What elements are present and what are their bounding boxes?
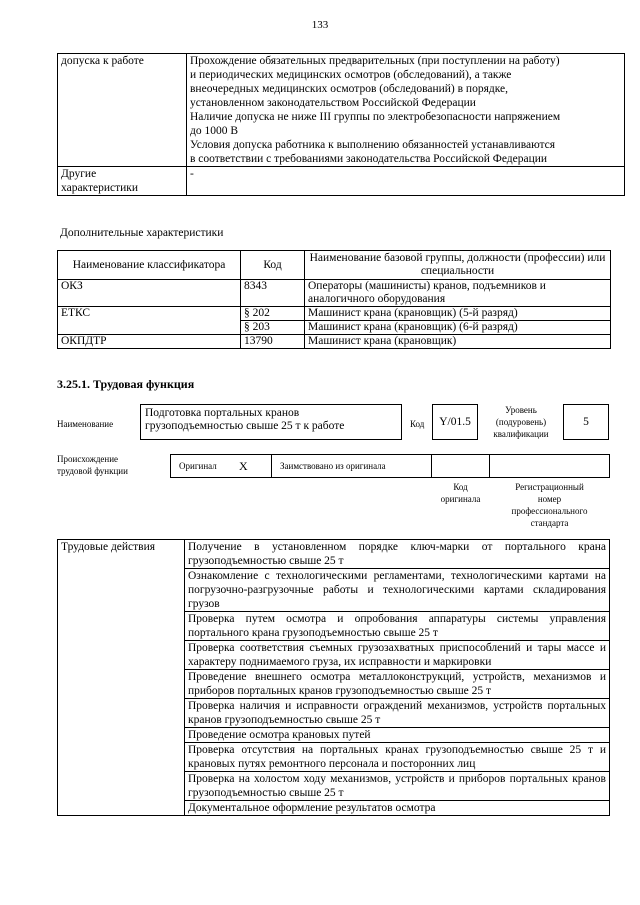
level-label-line: Уровень <box>505 405 537 415</box>
section-title: Дополнительные характеристики <box>60 227 224 239</box>
origin-label-line: трудовой функции <box>57 466 128 476</box>
label-line: характеристики <box>61 182 139 194</box>
cell-name: Машинист крана (крановщик) (5-й разряд) <box>305 307 611 321</box>
cell-classifier: ОКЗ <box>58 280 241 307</box>
cell-classifier: ЕТКС <box>58 307 241 335</box>
original-code-label <box>431 481 490 505</box>
cell-code: § 202 <box>241 307 305 321</box>
admission-conditions <box>187 54 625 167</box>
label-line: Код <box>453 482 468 492</box>
condition-line: установленном законодательством Российской Федерации <box>190 97 476 109</box>
function-name-box <box>140 404 402 440</box>
labor-actions-table <box>57 539 610 816</box>
level-label-line: (подуровень) <box>495 417 547 427</box>
labor-action: Проверка соответствия съемных грузозахватных приспособлений и тары массе и характеру поднимаемого груза, их исправности и маркировки <box>185 641 610 670</box>
labor-action: Проверка отсутствия на портальных кранах грузоподъемностью свыше 25 т и крановых путях ремонтного персонала и посторонних лиц <box>185 743 610 772</box>
function-name-line: Подготовка портальных кранов <box>145 407 300 419</box>
origin-label-line: Происхождение <box>57 454 119 464</box>
table-header-row <box>58 251 611 280</box>
labor-action: Проверка путем осмотра и опробования аппаратуры системы управления портального крана грузоподъемностью свыше 25 т <box>185 612 610 641</box>
original-code-box <box>431 454 490 478</box>
level-label <box>482 404 560 440</box>
cell-name: Машинист крана (крановщик) (6-й разряд) <box>305 321 611 335</box>
code-value: Y/01.5 <box>432 404 478 440</box>
condition-line: до 1000 В <box>190 125 239 137</box>
header-classifier: Наименование классификатора <box>58 251 241 280</box>
classifier-table <box>57 250 611 349</box>
original-box <box>170 454 272 478</box>
function-name-line: грузоподъемностью свыше 25 т к работе <box>145 420 345 432</box>
cell-name: Операторы (машинисты) кранов, подъемников и аналогичного оборудования <box>305 280 611 307</box>
labor-actions-label: Трудовые действия <box>58 540 185 816</box>
labor-action: Ознакомление с технологическими регламентами, технологическими картами на погрузочно-разгрузочные работы и технологическими картами складирования грузов <box>185 569 610 612</box>
label-line: Регистрационный <box>515 482 584 492</box>
cell-code: § 203 <box>241 321 305 335</box>
label-line: Другие <box>61 168 97 180</box>
header-group: Наименование базовой группы, должности (профессии) или специальности <box>305 251 611 280</box>
level-label-line: квалификации <box>493 429 549 439</box>
cell-code: 8343 <box>241 280 305 307</box>
condition-line: внеочередных медицинских осмотров (обследований) в порядке, <box>190 83 509 95</box>
condition-line: Наличие допуска не ниже III группы по электробезопасности напряжением <box>190 111 561 123</box>
registration-number-label <box>489 481 610 529</box>
table-row <box>58 307 611 321</box>
cell-classifier: ОКПДТР <box>58 335 241 349</box>
labor-action: Документальное оформление результатов осмотра <box>185 801 610 816</box>
borrowed-label: Заимствовано из оригинала <box>280 461 386 471</box>
cell-name: Машинист крана (крановщик) <box>305 335 611 349</box>
borrowed-box <box>271 454 432 478</box>
condition-line: и периодических медицинских осмотров (обследований), а также <box>190 69 512 81</box>
cell-code: 13790 <box>241 335 305 349</box>
table-row <box>58 540 610 569</box>
labor-action: Проверка наличия и исправности ограждений механизмов, устройств портальных кранов грузоподъемностью свыше 25 т <box>185 699 610 728</box>
original-mark: X <box>239 459 248 473</box>
header-code: Код <box>241 251 305 280</box>
page-number: 133 <box>311 19 329 31</box>
table-row <box>58 167 625 196</box>
original-label: Оригинал <box>179 461 217 471</box>
label-line: номер <box>537 494 562 504</box>
label-line: стандарта <box>530 518 569 528</box>
condition-line: Условия допуска работника к выполнению обязанностей устанавливаются <box>190 139 556 151</box>
level-value: 5 <box>563 404 609 440</box>
labor-action: Проведение осмотра крановых путей <box>185 728 610 743</box>
table-row <box>58 280 611 307</box>
condition-line: Прохождение обязательных предварительных (при поступлении на работу) <box>190 55 560 67</box>
labor-action: Проверка на холостом ходу механизмов, устройств и приборов портальных кранов грузоподъемностью свыше 25 т <box>185 772 610 801</box>
label-line: оригинала <box>440 494 481 504</box>
admission-label: допуска к работе <box>58 54 187 167</box>
labor-action: Получение в установленном порядке ключ-марки от портального крана грузоподъемностью свыше 25 т <box>185 540 610 569</box>
label-line: профессионального <box>511 506 588 516</box>
other-characteristics-value: - <box>187 167 625 196</box>
admission-table <box>57 53 625 196</box>
table-row <box>58 335 611 349</box>
origin-label <box>57 453 128 477</box>
labor-action: Проведение внешнего осмотра металлоконструкций, устройств, механизмов и приборов портальных кранов грузоподъемностью свыше 25 т <box>185 670 610 699</box>
other-characteristics-label <box>58 167 187 196</box>
condition-line: в соответствии с требованиями законодательства Российской Федерации <box>190 153 548 165</box>
labor-function-heading: 3.25.1. Трудовая функция <box>57 377 195 391</box>
table-row <box>58 54 625 167</box>
code-label: Код <box>410 419 425 429</box>
registration-number-box <box>489 454 610 478</box>
name-label: Наименование <box>57 419 114 429</box>
